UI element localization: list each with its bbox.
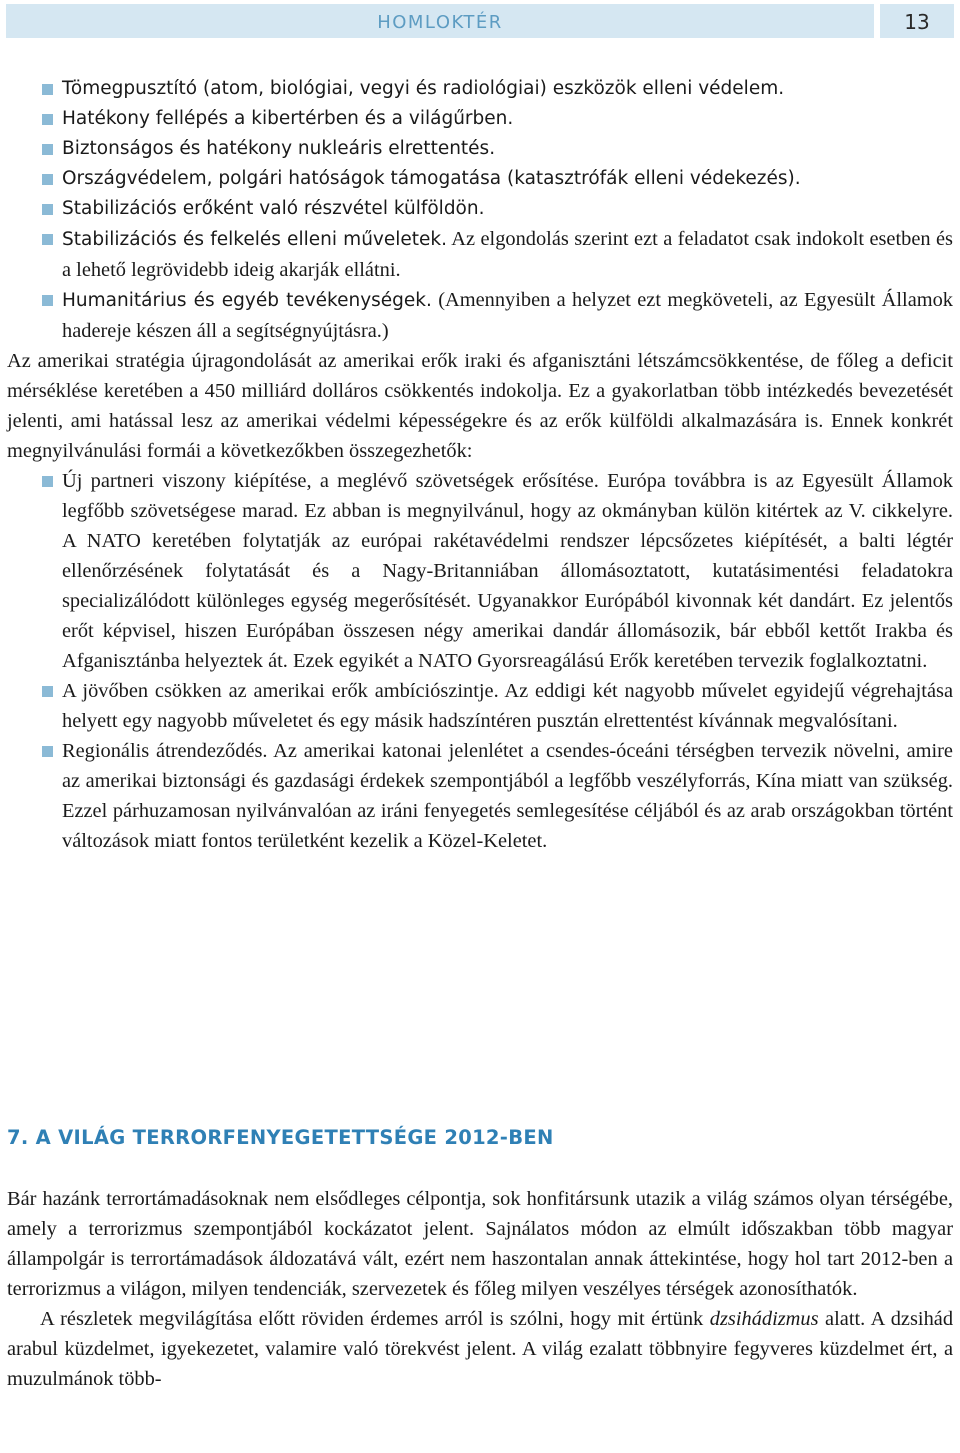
bullet-square-icon [42, 295, 53, 306]
list-item: Hatékony fellépés a kibertérben és a világűrben. [7, 104, 953, 134]
bullet-square-icon [42, 686, 53, 697]
bullet-square-icon [42, 234, 53, 245]
list-item: Humanitárius és egyéb tevékenységek. (Amennyiben a helyzet ezt megköveteli, az Egyesült Államok hadereje készen áll a segítségnyújtásra.) [7, 285, 953, 346]
bullet-square-icon [42, 476, 53, 487]
body-paragraph: Az amerikai stratégia újragondolását az amerikai erők iraki és afganisztáni létszámcsökkentése, de főleg a deficit mérséklése keretében a 450 milliárd dolláros csökkentés indokolja. Ez a gyakorlatban több intézkedés bevezetését jelenti, ami hatással lesz az amerikai védelmi képességekre és az erők külföldi alkalmazására is. Ennek konkrét megnyilvánulási formái a következőkben összegezhetők: [7, 350, 953, 462]
list-item: Stabilizációs és felkelés elleni műveletek. Az elgondolás szerint ezt a feladatot csak indokolt esetben és a lehető legrövidebb ideig akarják ellátni. [7, 224, 953, 285]
section-heading: 7. A VILÁG TERRORFENYEGETETTSÉGE 2012-BEN [7, 1126, 554, 1149]
page-header [6, 4, 954, 38]
bullet-square-icon [42, 204, 53, 215]
list-item: Regionális átrendeződés. Az amerikai katonai jelenlétet a csendes-óceáni térségben tervezik növelni, amire az amerikai biztonsági és gazdasági érdekek szempontjából a legfőbb veszélyforrás, Kína miatt van szükség. Ezzel párhuzamosan nyilvánvalóan az iráni fenyegetés semlegesítése céljából és az arab országokban történt változások miatt fontos területként kezelik a Közel-Keletet. [7, 736, 953, 856]
bullet-square-icon [42, 174, 53, 185]
bullet-square-icon [42, 746, 53, 757]
list-item: A jövőben csökken az amerikai erők ambíciószintje. Az eddigi két nagyobb művelet egyidejű végrehajtása helyett egy nagyobb műveletet és egy másik hadszíntéren pusztán elrettentést kívánnak megvalósítani. [7, 676, 953, 736]
list-item: Országvédelem, polgári hatóságok támogatása (katasztrófák elleni védekezés). [7, 164, 953, 194]
list-item: Új partneri viszony kiépítése, a meglévő szövetségek erősítése. Európa továbbra is az Egyesült Államok legfőbb szövetségese marad. Ez abban is megnyilvánul, hogy az okmányban külön kitértek az V. cikkelyre. A NATO keretében folytatják az európai rakétavédelmi rendszer lépcsőzetes kiépítését, a balti légtér ellenőrzésének folytatását és a Nagy-Britanniában állomásoztatott, kutatásimentési feladatokra specializálódott különleges egység megerősítését. Ugyanakkor Európából kivonnak két dandárt. Ez jelentős erőt képvisel, hiszen Európában összesen négy amerikai dandár állomásozik, bár ebből kettőt Irakba és Afganisztánba helyeztek át. Ezek egyikét a NATO Gyorsreagálású Erők keretében tervezik foglalkoztatni. [7, 466, 953, 676]
main-content [7, 74, 953, 856]
bullet-square-icon [42, 114, 53, 125]
bullet-square-icon [42, 144, 53, 155]
section-body [7, 1184, 953, 1394]
bullet-square-icon [42, 84, 53, 95]
list-item: Tömegpusztító (atom, biológiai, vegyi és radiológiai) eszközök elleni védelem. [7, 74, 953, 104]
list-item: Stabilizációs erőként való részvétel külföldön. [7, 194, 953, 224]
body-paragraph: A részletek megvilágítása előtt röviden érdemes arról is szólni, hogy mit értünk dzsihádizmus alatt. A dzsihád arabul küzdelmet, igyekezetet, valamire való törekvést jelent. A világ ezalatt többnyire fegyveres küzdelmet ért, a muzulmánok több- [7, 1308, 954, 1390]
body-paragraph: Bár hazánk terrortámadásoknak nem elsődleges célpontja, sok honfitársunk utazik a világ számos olyan térségébe, amely a terrorizmus szempontjából kockázatot jelent. Sajnálatos módon az elmúlt időszakban több magyar állampolgár is terrortámadások áldozatává vált, ezért nem haszontalan annak áttekintése, hogy hol tart 2012-ben a terrorizmus a világon, milyen tendenciák, szervezetek és főleg milyen veszélyes térségek azonosíthatók. [7, 1188, 953, 1300]
list-item: Biztonságos és hatékony nukleáris elrettentés. [7, 134, 953, 164]
running-title: HOMLOKTÉR [377, 12, 503, 33]
italic-term: dzsihádizmus [709, 1308, 819, 1330]
page-number: 13 [880, 4, 954, 38]
